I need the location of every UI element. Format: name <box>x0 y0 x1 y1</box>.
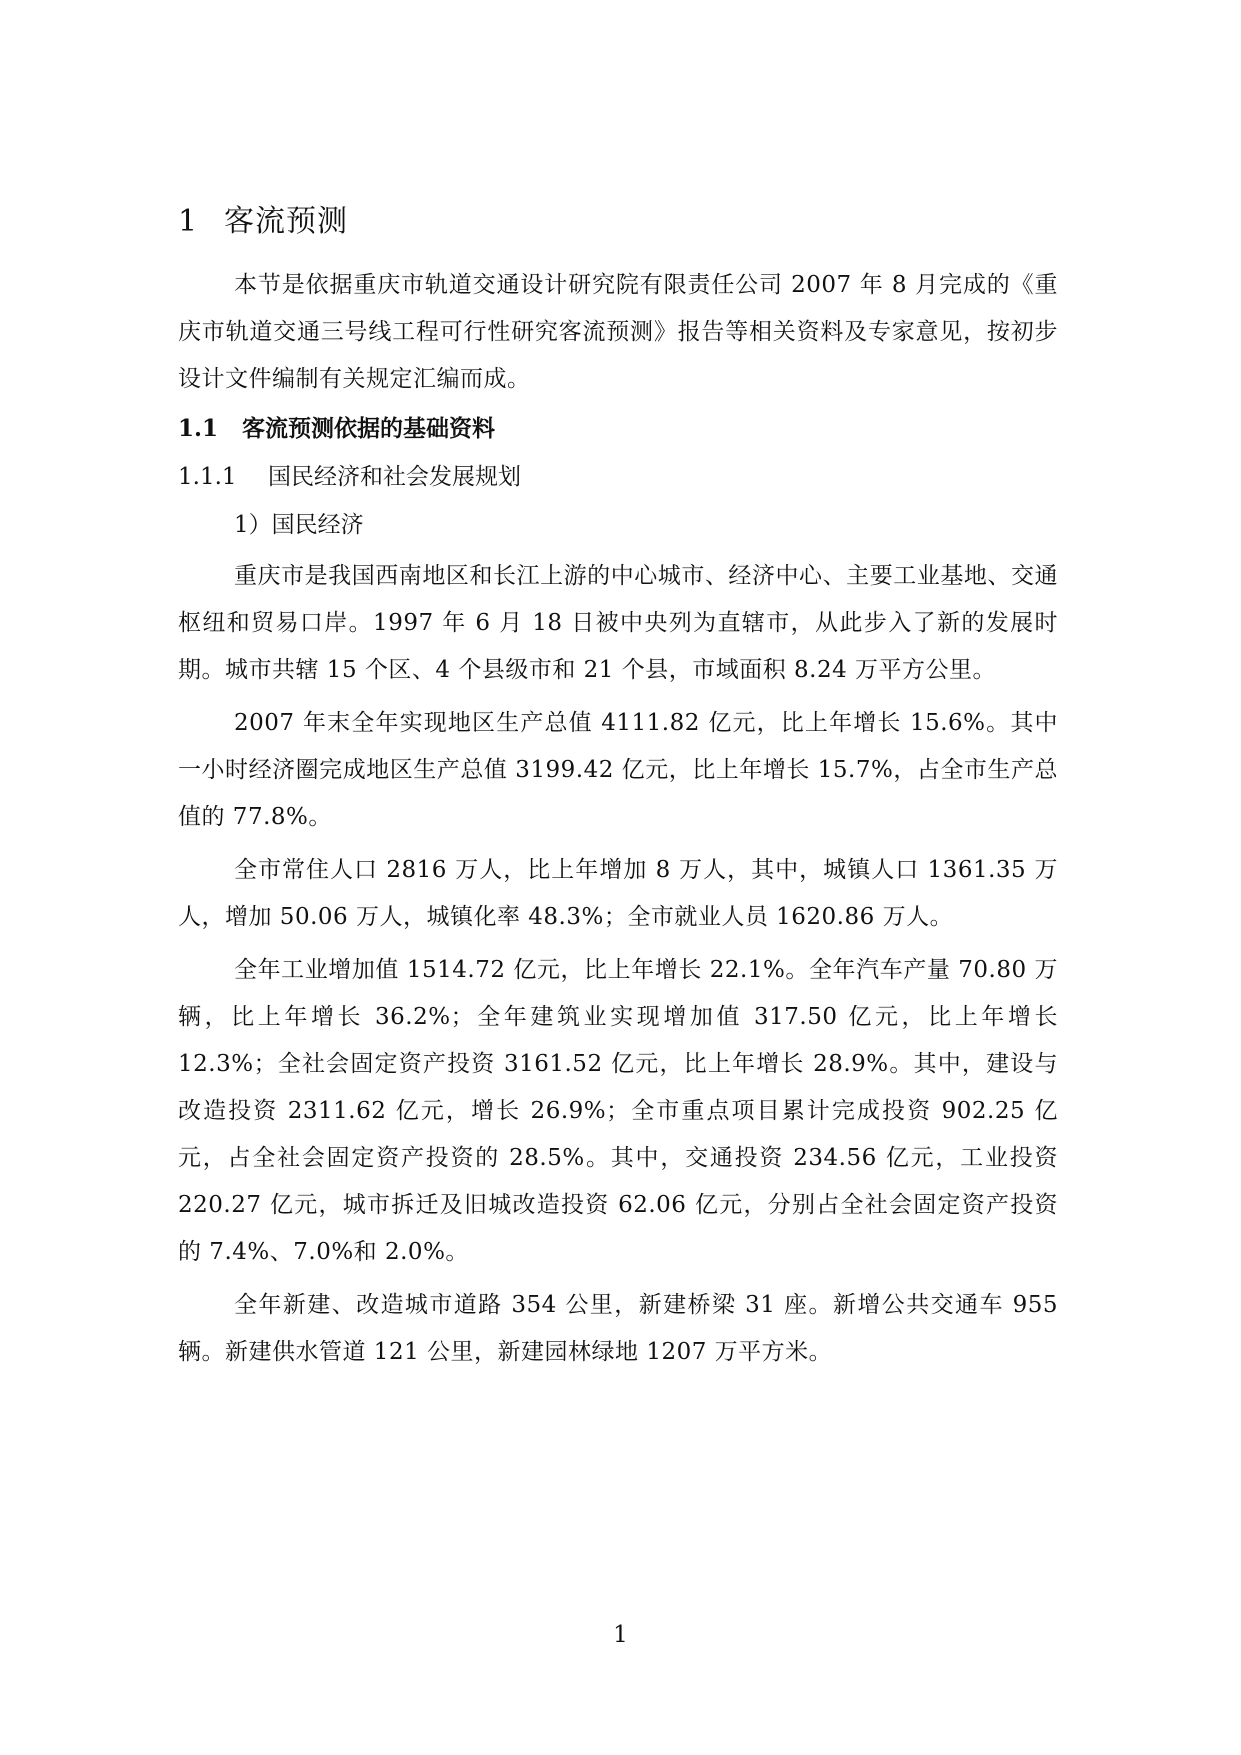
paragraph-infrastructure: 全年新建、改造城市道路 354 公里，新建桥梁 31 座。新增公共交通车 955 辆。新建供水管道 121 公里，新建园林绿地 1207 万平方米。 <box>178 1292 1058 1365</box>
chapter-heading <box>178 200 1058 244</box>
paragraph-population: 全市常住人口 2816 万人，比上年增加 8 万人，其中，城镇人口 1361.35 万人，增加 50.06 万人，城镇化率 48.3%；全市就业人员 1620.86 万人。 <box>178 857 1058 930</box>
page-content <box>178 200 1058 1382</box>
paragraph-overview: 重庆市是我国西南地区和长江上游的中心城市、经济中心、主要工业基地、交通枢纽和贸易口岸。1997 年 6 月 18 日被中央列为直辖市，从此步入了新的发展时期。城市共辖 15 个区、4 个县级市和 21 个县，市域面积 8.24 万平方公里。 <box>178 563 1058 683</box>
page-number: 1 <box>613 1622 628 1648</box>
chapter-number: 1 <box>178 204 199 239</box>
paragraph-gdp: 2007 年末全年实现地区生产总值 4111.82 亿元，比上年增长 15.6%。其中一小时经济圈完成地区生产总值 3199.42 亿元，比上年增长 15.7%，占全市生产总值的 77.8%。 <box>178 710 1058 830</box>
paragraph-industry-investment: 全年工业增加值 1514.72 亿元，比上年增长 22.1%。全年汽车产量 70.80 万辆，比上年增长 36.2%；全年建筑业实现增加值 317.50 亿元，比上年增长 12.3%；全社会固定资产投资 3161.52 亿元，比上年增长 28.9%。其中，建设与改造投资 2311.62 亿元，增长 26.9%；全市重点项目累计完成投资 902.25 亿元，占全社会固定资产投资的 28.5%。其中，交通投资 234.56 亿元，工业投资 220.27 亿元，城市拆迁及旧城改造投资 62.06 亿元，分别占全社会固定资产投资的 7.4%、7.0%和 2.0%。 <box>178 957 1058 1265</box>
intro-paragraph: 本节是依据重庆市轨道交通设计研究院有限责任公司 2007 年 8 月完成的《重庆市轨道交通三号线工程可行性研究客流预测》报告等相关资料及专家意见，按初步设计文件编制有关规定汇编而成。 <box>178 272 1058 392</box>
section-number: 1.1 <box>178 415 219 442</box>
chapter-title: 客流预测 <box>224 204 348 239</box>
item-heading: 1）国民经济 <box>234 512 364 538</box>
subsection-heading <box>178 457 1058 497</box>
subsection-number: 1.1.1 <box>178 464 237 490</box>
section-title: 客流预测依据的基础资料 <box>242 415 495 442</box>
section-heading <box>178 409 1058 449</box>
subsection-title: 国民经济和社会发展规划 <box>268 464 521 490</box>
